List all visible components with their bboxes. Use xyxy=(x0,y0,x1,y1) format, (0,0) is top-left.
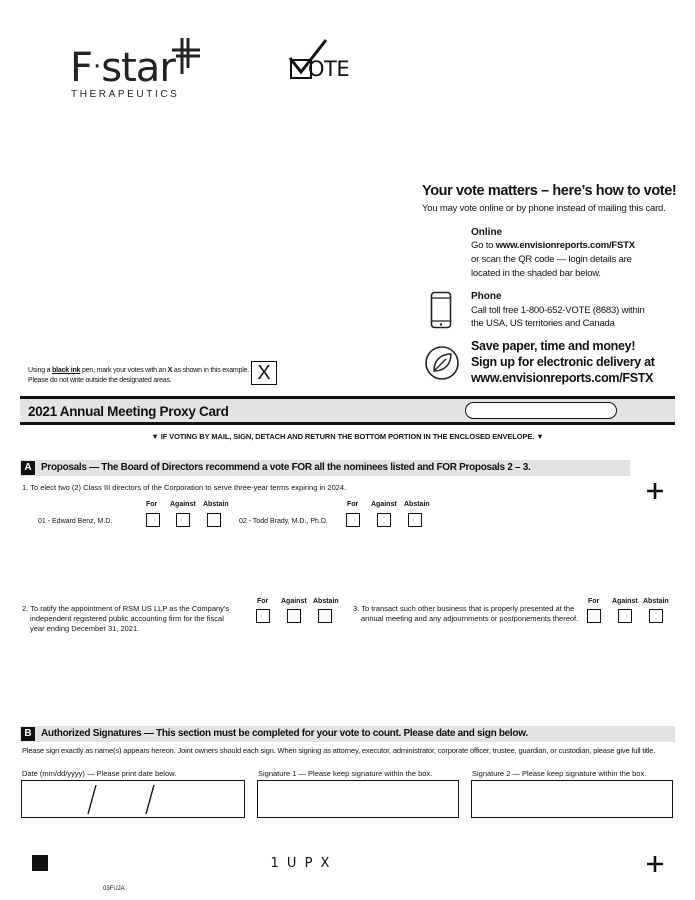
card-title: 2021 Annual Meeting Proxy Card xyxy=(28,404,229,419)
signature-2-field[interactable] xyxy=(471,780,673,818)
down-arrow-icon: ▼ xyxy=(151,432,161,441)
proposal-2-for-checkbox[interactable] xyxy=(256,609,270,623)
p2-col-for: For xyxy=(257,598,269,605)
nominee-2-label: 02 - Todd Brady, M.D., Ph.D. xyxy=(239,518,328,525)
fstar-logo xyxy=(70,40,200,100)
signature-1-label: Signature 1 — Please keep signature within the box. xyxy=(258,769,433,778)
signature-instructions: Please sign exactly as name(s) appears hereon. Joint owners should each sign. When signing as attorney, executor, administrator, corporate officer, trustee, guardian, or custodian, please give full title. xyxy=(22,746,656,755)
proposal-2-abstain-checkbox[interactable] xyxy=(318,609,332,623)
online-link[interactable]: www.envisionreports.com/FSTX xyxy=(495,240,635,251)
proposal-2-text: 2. To ratify the appointment of RSM US LLP as the Company's independent registered public accounting firm for the fiscal year ending December 31, 2021. xyxy=(22,604,230,633)
p2-col-against: Against xyxy=(281,598,307,605)
phone-title: Phone xyxy=(471,291,502,302)
proposal-3-abstain-checkbox[interactable] xyxy=(649,609,663,623)
vote-logo xyxy=(288,38,358,82)
p1-col-against-2: Against xyxy=(371,501,397,508)
nominee-2-against-checkbox[interactable] xyxy=(377,513,391,527)
nominee-2-abstain-checkbox[interactable] xyxy=(408,513,422,527)
proposal-1-text: 1. To elect two (2) Class III directors of the Corporation to serve three-year terms expiring in 2024. xyxy=(22,483,347,492)
p3-col-abstain: Abstain xyxy=(643,598,669,605)
p2-col-abstain: Abstain xyxy=(313,598,339,605)
online-line1 xyxy=(471,240,635,251)
signature-2-label: Signature 2 — Please keep signature within the box. xyxy=(472,769,647,778)
nominee-1-label: 01 - Edward Benz, M.D. xyxy=(38,518,113,525)
online-line2: or scan the QR code — login details are xyxy=(471,254,632,265)
save-line3[interactable]: www.envisionreports.com/FSTX xyxy=(471,371,654,385)
phone-icon xyxy=(430,291,452,329)
phone-line2: the USA, US territories and Canada xyxy=(471,318,615,329)
date-label: Date (mm/dd/yyyy) — Please print date below. xyxy=(22,769,177,778)
vote-logo-text: OTE xyxy=(308,57,350,81)
section-b-title: Authorized Signatures — This section must be completed for your vote to count. Please date and sign below. xyxy=(41,728,528,739)
save-line1: Save paper, time and money! xyxy=(471,339,636,353)
logo-f: F xyxy=(70,45,93,91)
marking-instructions xyxy=(28,366,249,385)
footer-code: 1 U P X xyxy=(270,856,332,871)
example-mark-box xyxy=(251,361,277,385)
p1-col-against-1: Against xyxy=(170,501,196,508)
section-a-badge: A xyxy=(21,461,35,475)
phone-line1: Call toll free 1-800-652-VOTE (8683) within xyxy=(471,305,645,316)
p3-col-for: For xyxy=(588,598,600,605)
logo-dot: · xyxy=(93,52,101,82)
signature-1-field[interactable] xyxy=(257,780,459,818)
marking-line2: Please do not write outside the designated areas. xyxy=(28,377,172,384)
example-mark: X xyxy=(257,362,271,384)
nominee-1-abstain-checkbox[interactable] xyxy=(207,513,221,527)
marking-line1: Using a black ink pen, mark your votes with an X as shown in this example. xyxy=(28,367,250,374)
plus-icon xyxy=(646,482,664,500)
logo-cross-icon xyxy=(172,38,202,74)
p1-col-for-2: For xyxy=(347,501,359,508)
login-code-box xyxy=(465,402,617,419)
proposal-3-for-checkbox[interactable] xyxy=(587,609,601,623)
howto-subheading: You may vote online or by phone instead of mailing this card. xyxy=(422,203,666,214)
nominee-2-for-checkbox[interactable] xyxy=(346,513,360,527)
down-arrow-icon-right: ▼ xyxy=(534,432,544,441)
section-a-title: Proposals — The Board of Directors recommend a vote FOR all the nominees listed and FOR Proposals 2 – 3. xyxy=(41,462,531,473)
detach-notice: ▼ IF VOTING BY MAIL, SIGN, DETACH AND RETURN THE BOTTOM PORTION IN THE ENCLOSED ENVELOPE. ▼ xyxy=(151,432,544,441)
proposal-3-text: 3. To transact such other business that is properly presented at the annual meeting and any adjournments or postponements thereof. xyxy=(353,604,579,623)
proposal-3-against-checkbox[interactable] xyxy=(618,609,632,623)
nominee-1-for-checkbox[interactable] xyxy=(146,513,160,527)
logo-star: star xyxy=(101,45,175,91)
card-title-bar xyxy=(20,396,675,425)
p3-col-against: Against xyxy=(612,598,638,605)
p1-col-for-1: For xyxy=(146,501,158,508)
date-field[interactable] xyxy=(21,780,245,818)
footer-small-code: 03FUJA xyxy=(103,886,125,892)
date-separator-icon xyxy=(22,781,244,817)
nominee-1-against-checkbox[interactable] xyxy=(176,513,190,527)
save-line2: Sign up for electronic delivery at xyxy=(471,355,655,369)
leaf-icon xyxy=(424,345,460,381)
online-title: Online xyxy=(471,227,503,238)
plus-icon-bottom xyxy=(646,855,664,873)
logo-subtitle: THERAPEUTICS xyxy=(71,89,180,100)
p1-col-abstain-1: Abstain xyxy=(203,501,229,508)
p1-col-abstain-2: Abstain xyxy=(404,501,430,508)
online-go-to: Go to xyxy=(471,240,496,251)
howto-heading: Your vote matters – here’s how to vote! xyxy=(422,183,677,199)
proposal-2-against-checkbox[interactable] xyxy=(287,609,301,623)
section-b-badge: B xyxy=(21,727,35,741)
online-line3: located in the shaded bar below. xyxy=(471,268,601,279)
